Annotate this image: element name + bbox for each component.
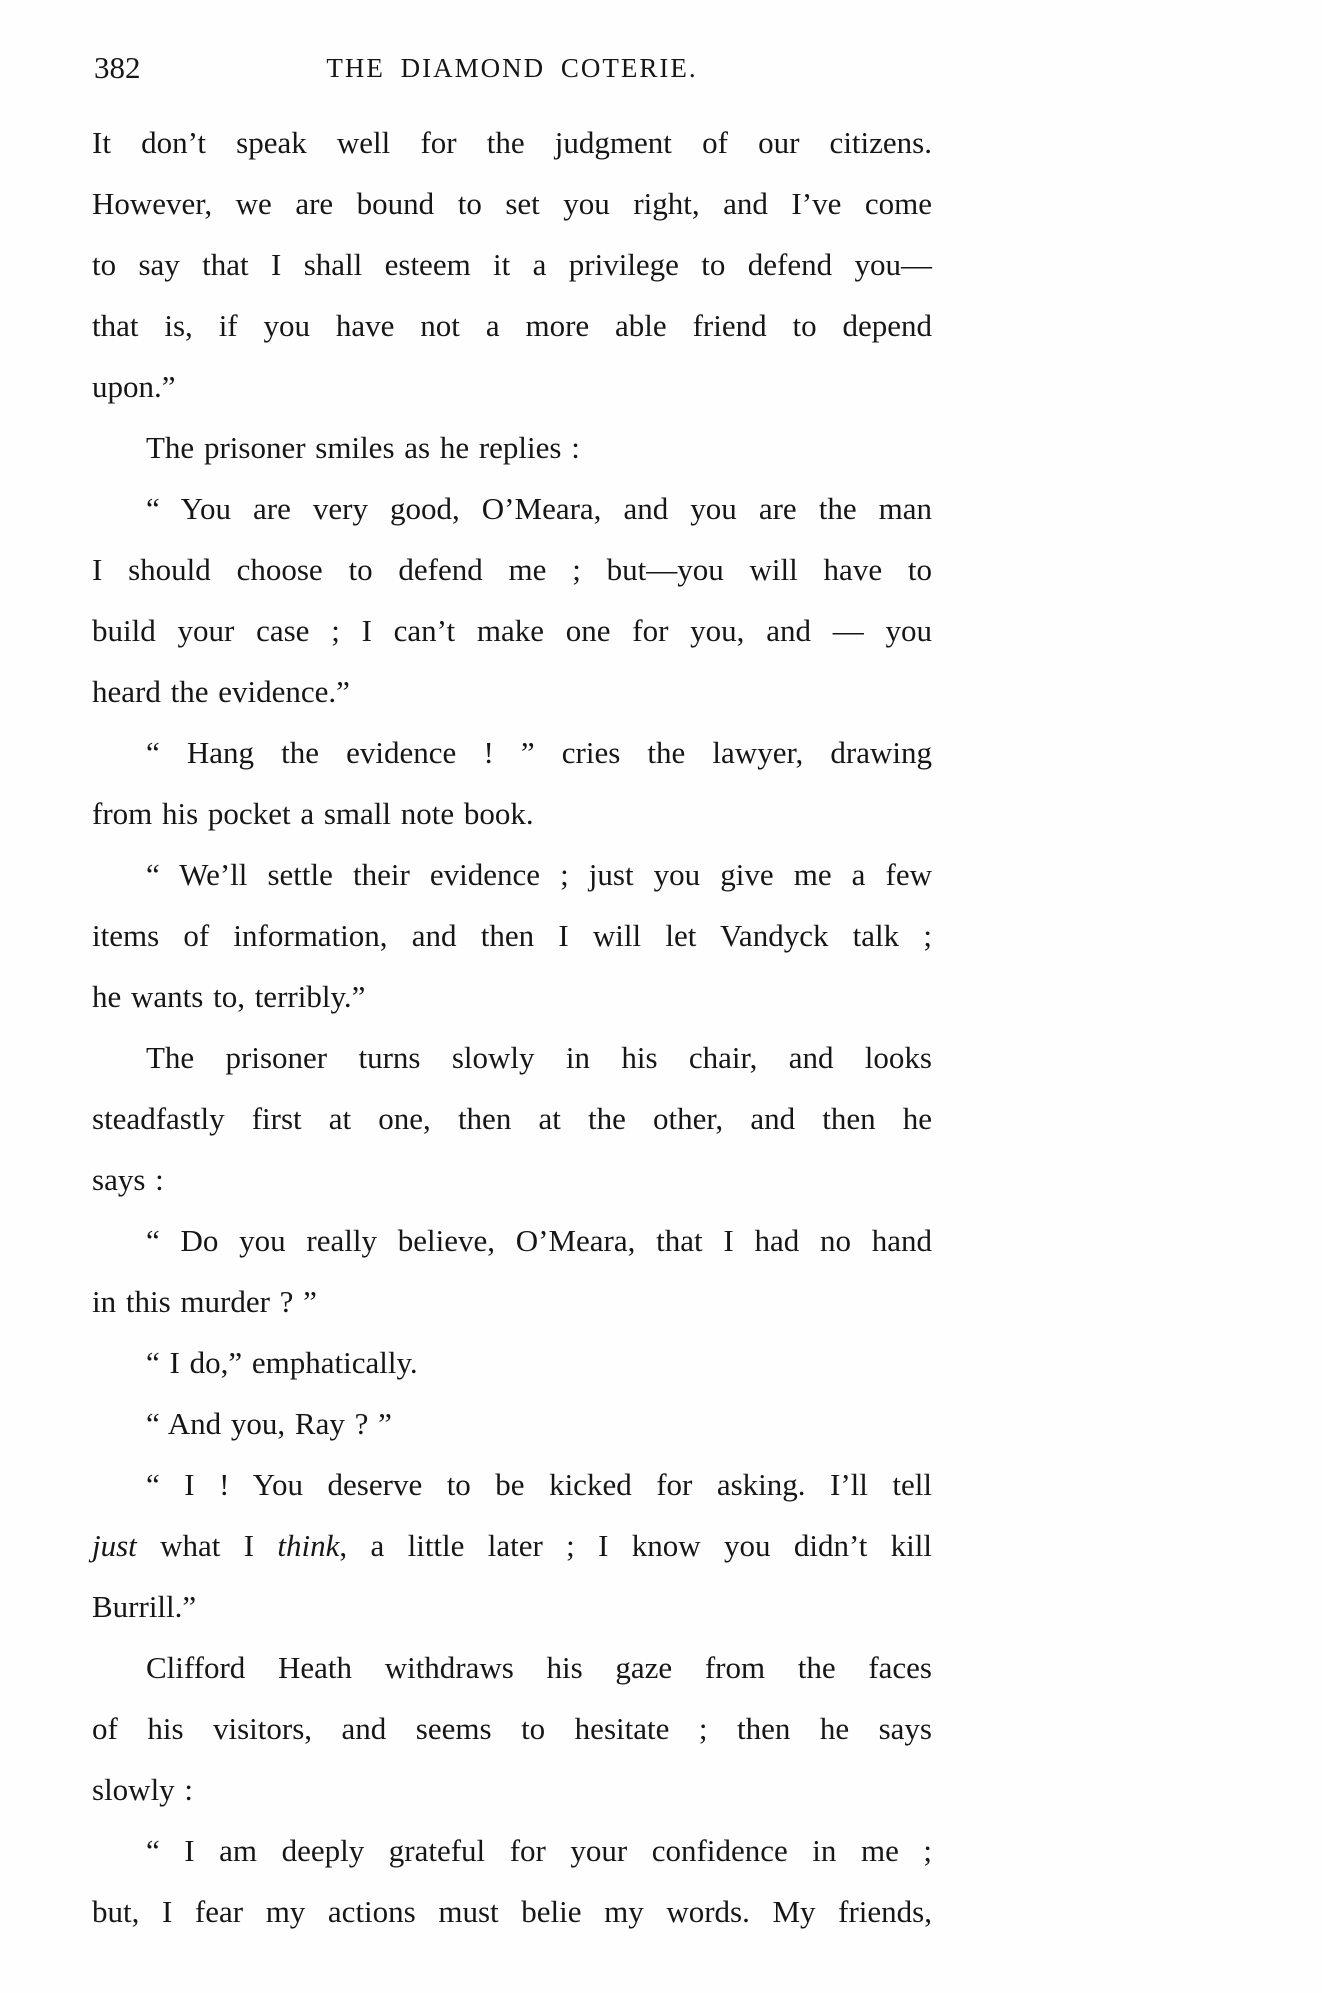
body-text: “ I am deeply grateful for your confidence in me ; — [146, 1833, 932, 1868]
page-number: 382 — [94, 50, 141, 85]
body-text: “ And you, Ray ? ” — [146, 1406, 392, 1441]
text-line — [92, 173, 932, 234]
body-text: to say that I shall esteem it a privilege to defend you— — [92, 247, 932, 282]
text-line — [92, 1576, 932, 1637]
body-text: “ We’ll settle their evidence ; just you give me a few — [146, 857, 932, 892]
text-line — [92, 356, 932, 417]
body-text: but, I fear my actions must belie my words. My friends, — [92, 1894, 932, 1929]
body-text: slowly : — [92, 1772, 194, 1807]
body-text: I should choose to defend me ; but—you will have to — [92, 552, 932, 587]
page-header — [92, 50, 932, 86]
text-line — [92, 1271, 932, 1332]
body-text: from his pocket a small note book. — [92, 796, 534, 831]
text-line — [92, 1454, 932, 1515]
text-line — [92, 1088, 932, 1149]
running-title: THE DIAMOND COTERIE. — [326, 53, 698, 83]
text-line — [92, 722, 932, 783]
body-text: upon.” — [92, 369, 176, 404]
body-text: that is, if you have not a more able friend to depend — [92, 308, 932, 343]
text-line — [92, 478, 932, 539]
body-text: steadfastly first at one, then at the other, and then he — [92, 1101, 932, 1136]
page-content — [92, 50, 932, 1942]
body-text: It don’t speak well for the judgment of our citizens. — [92, 125, 932, 160]
body-text: “ Hang the evidence ! ” cries the lawyer, drawing — [146, 735, 932, 770]
body-text: what I — [136, 1528, 278, 1563]
body-text: However, we are bound to set you right, and I’ve come — [92, 186, 932, 221]
body-text: “ You are very good, O’Meara, and you are the man — [146, 491, 932, 526]
text-line — [92, 295, 932, 356]
body-text: says : — [92, 1162, 164, 1197]
text-line — [92, 905, 932, 966]
text-line — [92, 783, 932, 844]
body-text: The prisoner smiles as he replies : — [146, 430, 580, 465]
text-line — [92, 1027, 932, 1088]
text-line — [92, 417, 932, 478]
body-text: The prisoner turns slowly in his chair, and looks — [146, 1040, 932, 1075]
text-line — [92, 112, 932, 173]
body-text: items of information, and then I will let Vandyck talk ; — [92, 918, 932, 953]
text-line — [92, 1332, 932, 1393]
text-line — [92, 1637, 932, 1698]
text-line — [92, 844, 932, 905]
text-line — [92, 1881, 932, 1942]
text-line — [92, 661, 932, 722]
text-line — [92, 234, 932, 295]
text-block — [92, 112, 932, 1942]
body-text: , a little later ; I know you didn’t kill — [339, 1528, 932, 1563]
text-line — [92, 539, 932, 600]
body-text: Clifford Heath withdraws his gaze from the faces — [146, 1650, 932, 1685]
body-text: “ I do,” emphatically. — [146, 1345, 418, 1380]
italic-text: just — [92, 1528, 137, 1563]
body-text: build your case ; I can’t make one for you, and — you — [92, 613, 932, 648]
italic-text: think — [277, 1528, 340, 1563]
text-line — [92, 1210, 932, 1271]
body-text: in this murder ? ” — [92, 1284, 317, 1319]
text-line — [92, 1820, 932, 1881]
text-line — [92, 966, 932, 1027]
text-line — [92, 1393, 932, 1454]
body-text: heard the evidence.” — [92, 674, 350, 709]
body-text: of his visitors, and seems to hesitate ; then he says — [92, 1711, 932, 1746]
text-line — [92, 1698, 932, 1759]
text-line — [92, 1759, 932, 1820]
text-line — [92, 1149, 932, 1210]
text-line — [92, 600, 932, 661]
body-text: Burrill.” — [92, 1589, 197, 1624]
body-text: “ Do you really believe, O’Meara, that I had no hand — [146, 1223, 932, 1258]
text-line — [92, 1515, 932, 1576]
body-text: “ I ! You deserve to be kicked for asking. I’ll tell — [146, 1467, 932, 1502]
body-text: he wants to, terribly.” — [92, 979, 366, 1014]
